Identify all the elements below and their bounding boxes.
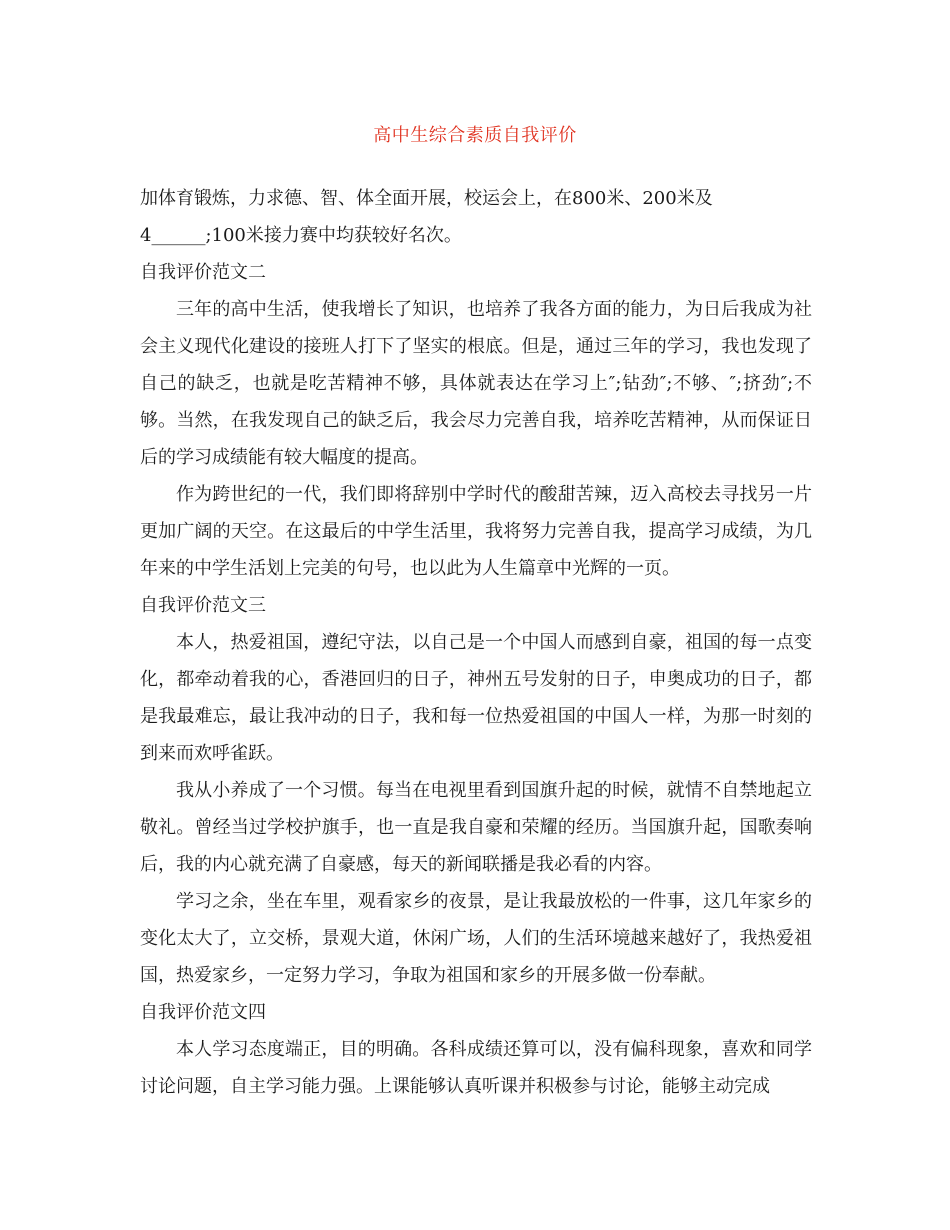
paragraph: 我从小养成了一个习惯。每当在电视里看到国旗升起的时候，就情不自禁地起立敬礼。曾经当过学校护旗手，也一直是我自豪和荣耀的经历。当国旗升起，国歌奏响后，我的内心就充满了自豪感，每天的新闻联播是我必看的内容。 xyxy=(140,780,812,875)
document-title: 高中生综合素质自我评价 xyxy=(373,125,577,146)
section-heading-2: 自我评价范文二 xyxy=(140,262,266,283)
paragraph: 本人，热爱祖国，遵纪守法，以自己是一个中国人而感到自豪，祖国的每一点变化，都牵动着我的心，香港回归的日子，神州五号发射的日子，申奥成功的日子，都是我最难忘，最让我冲动的日子，我和每一位热爱祖国的中国人一样，为那一时刻的到来而欢呼雀跃。 xyxy=(140,632,812,764)
document-body xyxy=(140,180,812,1105)
section-heading-3: 自我评价范文三 xyxy=(140,595,266,616)
section-heading-4: 自我评价范文四 xyxy=(140,1002,266,1023)
paragraph: 学习之余，坐在车里，观看家乡的夜景，是让我最放松的一件事，这几年家乡的变化太大了，立交桥，景观大道，休闲广场，人们的生活环境越来越好了，我热爱祖国，热爱家乡，一定努力学习，争取为祖国和家乡的开展多做一份奉献。 xyxy=(140,891,812,986)
paragraph: 三年的高中生活，使我增长了知识，也培养了我各方面的能力，为日后我成为社会主义现代化建设的接班人打下了坚实的根底。但是，通过三年的学习，我也发现了自己的缺乏，也就是吃苦精神不够，具体就表达在学习上″;钻劲″;不够、″;挤劲″;不够。当然，在我发现自己的缺乏后，我会尽力完善自我，培养吃苦精神，从而保证日后的学习成绩能有较大幅度的提高。 xyxy=(140,299,812,468)
paragraph-continuation-1: 加体育锻炼，力求德、智、体全面开展，校运会上，在800米、200米及 xyxy=(140,188,713,209)
paragraph: 本人学习态度端正，目的明确。各科成绩还算可以，没有偏科现象，喜欢和同学讨论问题，自主学习能力强。上课能够认真听课并积极参与讨论，能够主动完成 xyxy=(140,1039,812,1097)
paragraph-continuation-2: 4______;100米接力赛中均获较好名次。 xyxy=(140,225,462,246)
paragraph: 作为跨世纪的一代，我们即将辞别中学时代的酸甜苦辣，迈入高校去寻找另一片更加广阔的天空。在这最后的中学生活里，我将努力完善自我，提高学习成绩，为几年来的中学生活划上完美的句号，也以此为人生篇章中光辉的一页。 xyxy=(140,484,812,579)
